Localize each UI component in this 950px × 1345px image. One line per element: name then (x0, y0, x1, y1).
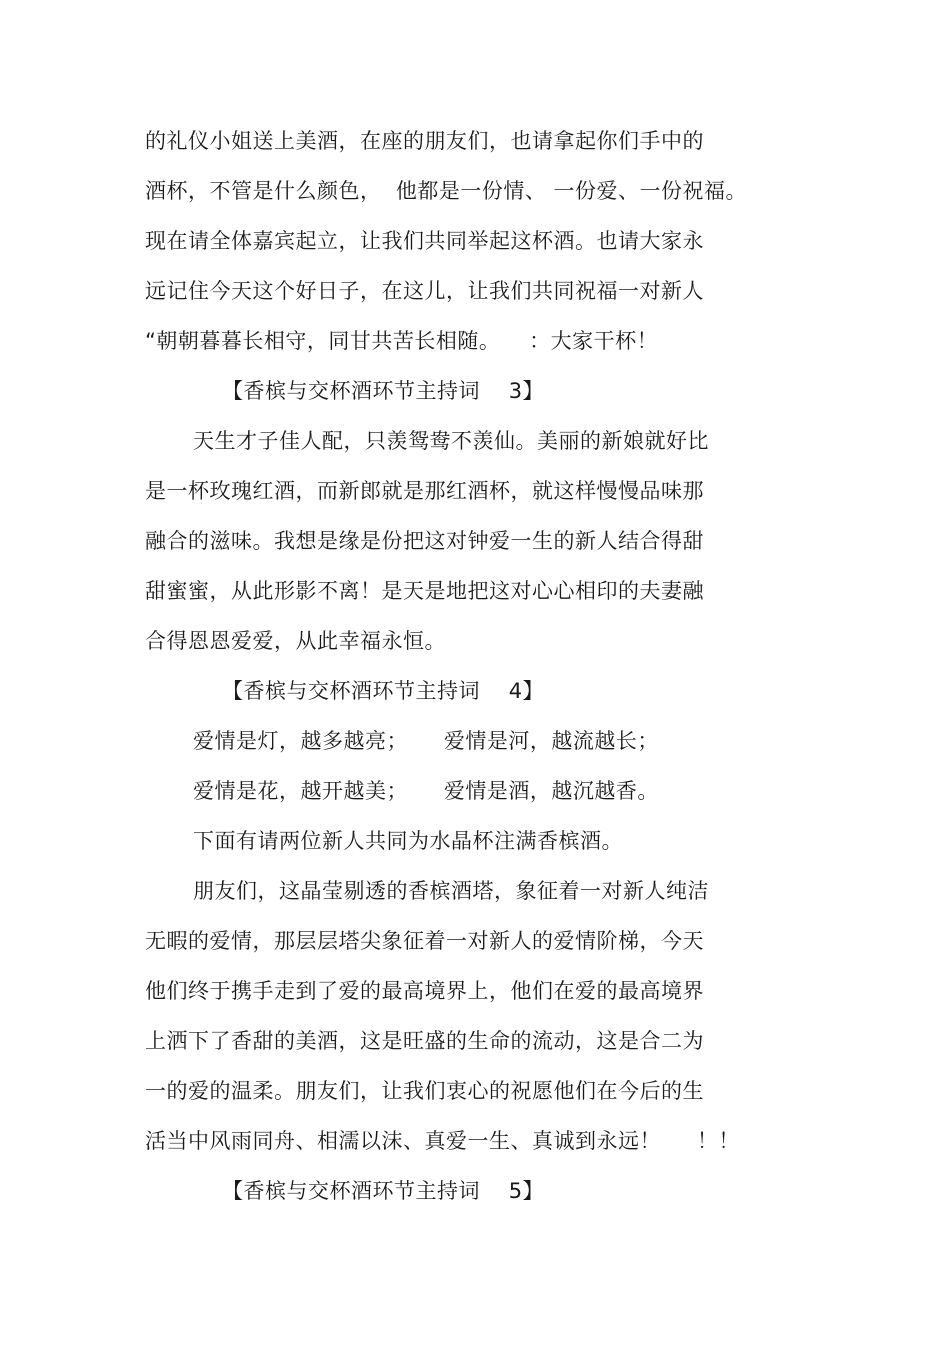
paragraph-line: 现在请全体嘉宾起立，让我们共同举起这杯酒。也请大家永 (145, 229, 704, 253)
paragraph-line: 上洒下了香甜的美酒，这是旺盛的生命的流动，这是合二为 (145, 1029, 704, 1053)
paragraph-line: 一的爱的温柔。朋友们，让我们衷心的祝愿他们在今后的生 (145, 1079, 704, 1103)
paragraph-line: 活当中风雨同舟、相濡以沫、真爱一生、真诚到永远！ ！！ (145, 1129, 740, 1153)
paragraph-line: 酒杯，不管是什么颜色， 他都是一份情、 一份爱、一份祝福。 (145, 179, 748, 203)
paragraph-line: “朝朝暮暮长相守，同甘共苦长相随。 ：大家干杯！ (145, 329, 659, 353)
paragraph-line: 下面有请两位新人共同为水晶杯注满香槟酒。 (193, 829, 623, 853)
verse-line: 爱情是花，越开越美； 爱情是酒，越沉越香。 (193, 779, 659, 803)
paragraph-line: 是一杯玫瑰红酒，而新郎就是那红酒杯，就这样慢慢品味那 (145, 479, 704, 503)
paragraph-line: 的礼仪小姐送上美酒，在座的朋友们，也请拿起你们手中的 (145, 129, 704, 153)
paragraph-line: 远记住今天这个好日子，在这儿，让我们共同祝福一对新人 (145, 279, 704, 303)
paragraph-line: 他们终于携手走到了爱的最高境界上，他们在爱的最高境界 (145, 979, 704, 1003)
paragraph-line: 合得恩恩爱爱，从此幸福永恒。 (145, 629, 446, 653)
section-heading-5: 【香槟与交杯酒环节主持词 5】 (222, 1179, 545, 1203)
paragraph-line: 天生才子佳人配，只羡鸳鸯不羡仙。美丽的新娘就好比 (193, 429, 709, 453)
paragraph-line: 甜蜜蜜，从此形影不离！是天是地把这对心心相印的夫妻融 (145, 579, 704, 603)
paragraph-line: 朋友们，这晶莹剔透的香槟酒塔，象征着一对新人纯洁 (193, 879, 709, 903)
verse-line: 爱情是灯，越多越亮； 爱情是河，越流越长； (193, 729, 659, 753)
section-heading-4: 【香槟与交杯酒环节主持词 4】 (222, 679, 545, 703)
section-heading-3: 【香槟与交杯酒环节主持词 3】 (222, 379, 545, 403)
paragraph-line: 融合的滋味。我想是缘是份把这对钟爱一生的新人结合得甜 (145, 529, 704, 553)
paragraph-line: 无暇的爱情，那层层塔尖象征着一对新人的爱情阶梯，今天 (145, 929, 704, 953)
